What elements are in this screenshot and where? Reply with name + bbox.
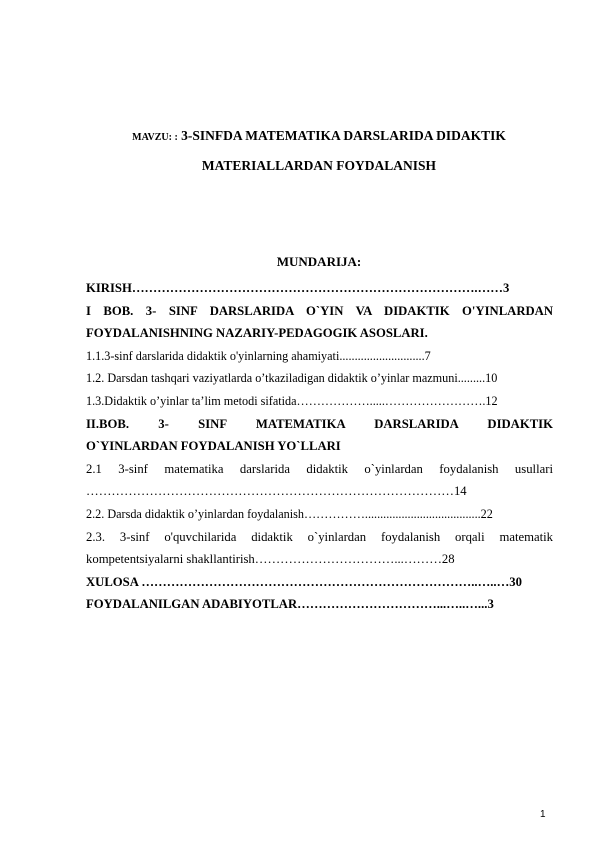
- toc-entry-chapter-2-line-1: II.BOB. 3- SINF MATEMATIKA DARSLARIDA DIDAKTIK: [86, 416, 553, 431]
- title-line-1: [86, 122, 552, 152]
- table-of-contents: [86, 277, 553, 616]
- toc-entry-adabiyotlar: FOYDALANILGAN ADABIYOTLAR……………………………...…..…...3: [86, 597, 494, 612]
- toc-entry-chapter-1-line-2: FOYDALANISHNING NAZARIY-PEDAGOGIK ASOSLARI.: [86, 326, 428, 341]
- title-prefix: MAVZU: :: [132, 132, 178, 143]
- page-number: 1: [540, 809, 546, 820]
- toc-entry-chapter-1-line-1: I BOB. 3- SINF DARSLARIDA O`YIN VA DIDAKTIK O'YINLARDAN: [86, 303, 553, 318]
- toc-entry-1-1: 1.1.3-sinf darslarida didaktik o'yinlarning ahamiyati............................7: [86, 348, 431, 363]
- toc-entry-chapter-2-line-2: O`YINLARDAN FOYDALANISH YO`LLARI: [86, 439, 341, 454]
- toc-entry-kirish: KIRISH……………………………………………………………………….……3: [86, 281, 510, 295]
- toc-entry-2-3-line-1: 2.3. 3-sinf o'quvchilarida didaktik o`yinlardan foydalanish orqali matematik: [86, 529, 553, 544]
- toc-entry-xulosa: XULOSA ……………………………………………………………………..…..…30: [86, 574, 522, 589]
- toc-entry-2-3-line-2: kompetentsiyalarni shakllantirish……………………………...………28: [86, 552, 455, 567]
- toc-entry-2-1-line-1: 2.1 3-sinf matematika darslarida didaktik o`yinlardan foydalanish usullari: [86, 461, 553, 476]
- contents-heading: MUNDARIJA:: [276, 254, 362, 269]
- title-line-1-text: 3-SINFDA MATEMATIKA DARSLARIDA DIDAKTIK: [181, 128, 506, 143]
- toc-entry-1-2: 1.2. Darsdan tashqari vaziyatlarda o’tkaziladigan didaktik o’yinlar mazmuni.........10: [86, 371, 498, 386]
- title-line-2: MATERIALLARDAN FOYDALANISH: [201, 158, 437, 173]
- toc-entry-1-3: 1.3.Didaktik o’yinlar ta’lim metodi sifatida……………….....…………………….12: [86, 393, 498, 408]
- document-title: [86, 122, 552, 180]
- toc-entry-2-2: 2.2. Darsda didaktik o’yinlardan foydalanish……………......................................22: [86, 506, 493, 521]
- toc-entry-2-1-line-2: ……………………………………………………………………………14: [86, 484, 467, 499]
